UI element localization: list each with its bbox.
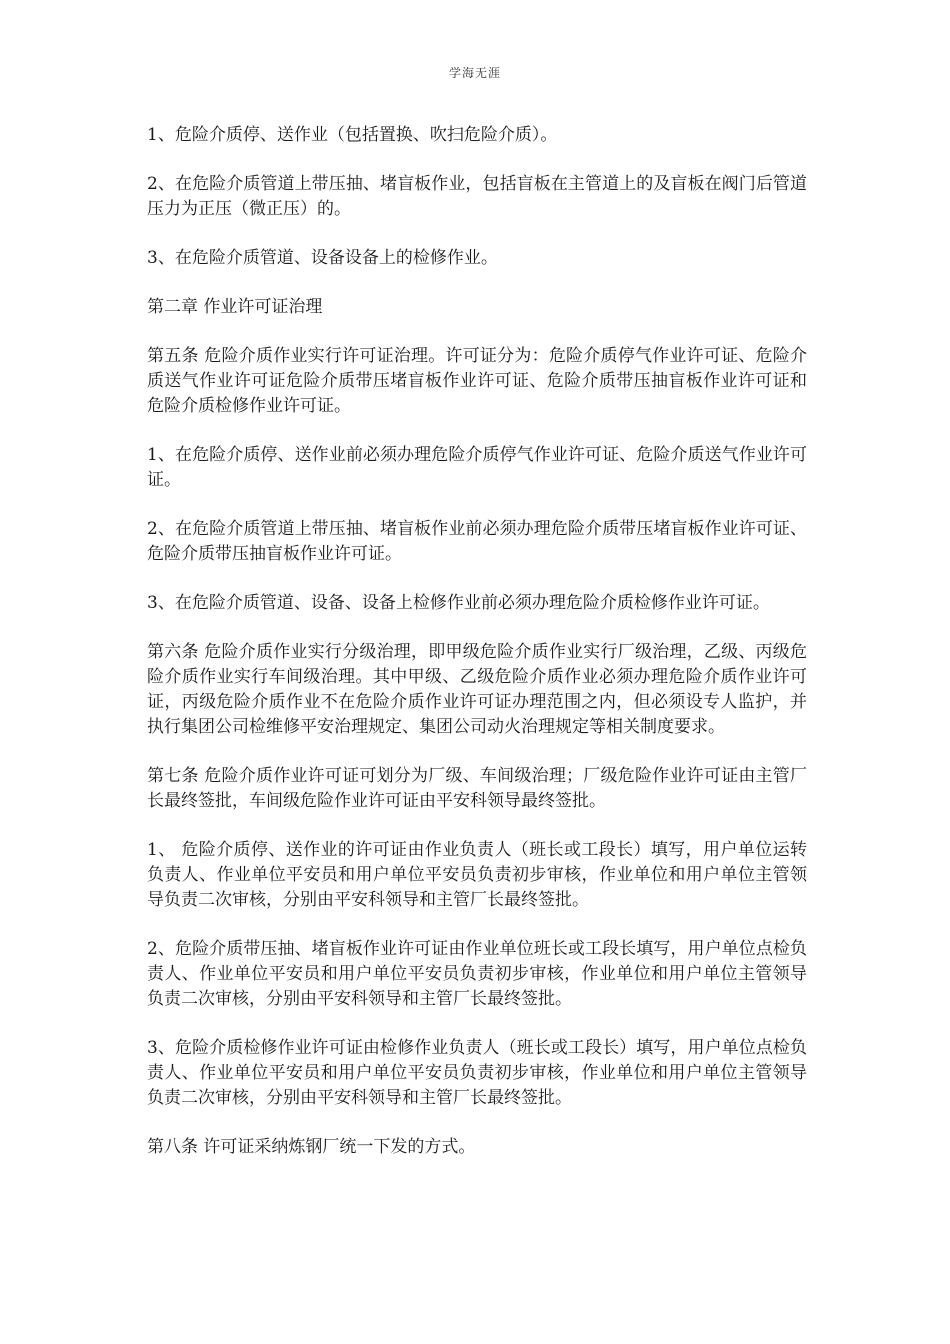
paragraph: 3、在危险介质管道、设备、设备上检修作业前必须办理危险介质检修作业许可证。 [147, 593, 770, 613]
paragraph: 3、在危险介质管道、设备设备上的检修作业。 [147, 248, 498, 268]
article-paragraph: 第八条 许可证采纳炼钢厂统一下发的方式。 [147, 1137, 476, 1157]
paragraph: 2、在危险介质管道上带压抽、堵盲板作业前必须办理危险介质带压堵盲板作业许可证、危险介质带压抽盲板作业许可证。 [147, 519, 807, 564]
paragraph: 1、在危险介质停、送作业前必须办理危险介质停气作业许可证、危险介质送气作业许可证。 [147, 445, 807, 490]
article-paragraph: 第七条 危险介质作业许可证可划分为厂级、车间级治理；厂级危险作业许可证由主管厂长最终签批，车间级危险作业许可证由平安科领导最终签批。 [147, 766, 807, 811]
chapter-heading: 第二章 作业许可证治理 [147, 297, 323, 317]
paragraph: 2、在危险介质管道上带压抽、堵盲板作业，包括盲板在主管道上的及盲板在阀门后管道压力为正压（微正压）的。 [147, 174, 807, 219]
paragraph: 1、危险介质停、送作业（包括置换、吹扫危险介质）。 [147, 125, 558, 145]
article-paragraph: 第六条 危险介质作业实行分级治理，即甲级危险介质作业实行厂级治理，乙级、丙级危险介质作业实行车间级治理。其中甲级、乙级危险介质作业必须办理危险介质作业许可证，丙级危险介质作业不在危险介质作业许可证办理范围之内，但必须设专人监护，并执行集团公司检维修平安治理规定、集团公司动火治理规定等相关制度要求。 [147, 642, 807, 737]
page-header: 学海无涯 [448, 66, 501, 80]
document-body [147, 123, 807, 1184]
article-paragraph: 第五条 危险介质作业实行许可证治理。许可证分为：危险介质停气作业许可证、危险介质送气作业许可证危险介质带压堵盲板作业许可证、危险介质带压抽盲板作业许可证和危险介质检修作业许可证。 [147, 346, 807, 416]
paragraph: 3、危险介质检修作业许可证由检修作业负责人（班长或工段长）填写，用户单位点检负责人、作业单位平安员和用户单位平安员负责初步审核，作业单位和用户单位主管领导负责二次审核，分别由平安科领导和主管厂长最终签批。 [147, 1038, 807, 1108]
paragraph: 2、危险介质带压抽、堵盲板作业许可证由作业单位班长或工段长填写，用户单位点检负责人、作业单位平安员和用户单位平安员负责初步审核，作业单位和用户单位主管领导负责二次审核，分别由平安科领导和主管厂长最终签批。 [147, 939, 807, 1009]
paragraph: 1、 危险介质停、送作业的许可证由作业负责人（班长或工段长）填写，用户单位运转负责人、作业单位平安员和用户单位平安员负责初步审核，作业单位和用户单位主管领导负责二次审核，分别由平安科领导和主管厂长最终签批。 [147, 840, 807, 910]
